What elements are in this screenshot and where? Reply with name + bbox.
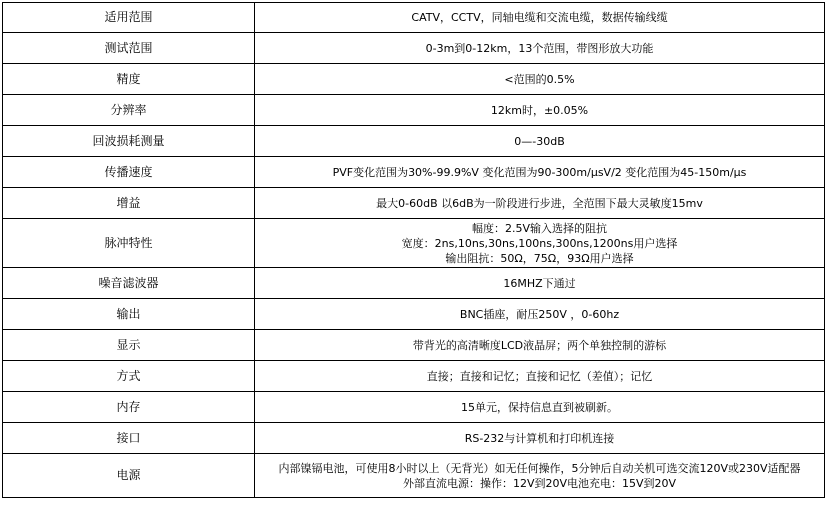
row-value xyxy=(255,299,825,330)
spec-table-body xyxy=(3,3,825,498)
row-label: 精度 xyxy=(3,64,255,95)
table-row xyxy=(3,33,825,64)
row-label: 显示 xyxy=(3,330,255,361)
row-value-line: BNC插座，耐压250V ，0-60hz xyxy=(459,307,620,321)
row-value xyxy=(255,3,825,33)
table-row xyxy=(3,188,825,219)
table-row xyxy=(3,268,825,299)
row-label: 方式 xyxy=(3,361,255,392)
row-value-line: RS-232与计算机和打印机连接 xyxy=(464,431,615,445)
table-row xyxy=(3,126,825,157)
row-value xyxy=(255,157,825,188)
row-value-line: 带背光的高清晰度LCD液晶屏；两个单独控制的游标 xyxy=(412,338,667,352)
row-label: 内存 xyxy=(3,392,255,423)
row-value xyxy=(255,423,825,454)
row-label: 噪音滤波器 xyxy=(3,268,255,299)
row-value-line: 12km时，±0.05% xyxy=(490,103,589,117)
row-label: 增益 xyxy=(3,188,255,219)
table-row xyxy=(3,3,825,33)
row-label: 接口 xyxy=(3,423,255,454)
table-row xyxy=(3,423,825,454)
row-label: 适用范围 xyxy=(3,3,255,33)
row-value xyxy=(255,33,825,64)
row-value xyxy=(255,219,825,268)
row-value-line: PVF变化范围为30%-99.9%V 变化范围为90-300m/µsV/2 变化范围为45-150m/µs xyxy=(332,165,747,179)
row-value-line: 幅度：2.5V输入选择的阻抗 xyxy=(471,221,608,235)
row-value-line: 直接；直接和记忆；直接和记忆（差值）；记忆 xyxy=(426,369,653,383)
row-label: 脉冲特性 xyxy=(3,219,255,268)
row-value-line: 宽度：2ns,10ns,30ns,100ns,300ns,1200ns用户选择 xyxy=(401,236,678,250)
row-value-line: 0—-30dB xyxy=(514,134,565,148)
table-row xyxy=(3,219,825,268)
table-row xyxy=(3,95,825,126)
table-row xyxy=(3,392,825,423)
table-row xyxy=(3,299,825,330)
table-row xyxy=(3,330,825,361)
row-value xyxy=(255,330,825,361)
row-label: 分辨率 xyxy=(3,95,255,126)
row-value-line: 最大0-60dB 以6dB为一阶段进行步进，全范围下最大灵敏度15mv xyxy=(376,196,703,210)
row-value-line: 15单元，保持信息直到被刷新。 xyxy=(461,400,618,414)
row-label: 传播速度 xyxy=(3,157,255,188)
spec-table xyxy=(2,2,825,498)
row-value-line: 16MHZ下通过 xyxy=(503,276,576,290)
row-value-line: <范围的0.5% xyxy=(504,72,575,86)
row-value xyxy=(255,361,825,392)
row-value xyxy=(255,188,825,219)
row-label: 电源 xyxy=(3,454,255,498)
table-row xyxy=(3,454,825,498)
row-value-line: CATV，CCTV，同轴电缆和交流电缆，数据传输线缆 xyxy=(411,11,668,24)
row-value-line: 外部直流电源：操作：12V到20V电池充电：15V到20V xyxy=(402,476,677,490)
row-value xyxy=(255,392,825,423)
row-value xyxy=(255,95,825,126)
table-row xyxy=(3,157,825,188)
row-value xyxy=(255,268,825,299)
table-row xyxy=(3,64,825,95)
row-value xyxy=(255,64,825,95)
row-value-line: 0-3m到0-12km，13个范围，带图形放大功能 xyxy=(425,41,654,55)
row-value-line: 内部镍镉电池，可使用8小时以上（无背光）如无任何操作，5分钟后自动关机可选交流120V或230V适配器 xyxy=(278,461,801,475)
row-value xyxy=(255,126,825,157)
row-label: 测试范围 xyxy=(3,33,255,64)
row-value-line: 输出阻抗：50Ω，75Ω，93Ω用户选择 xyxy=(445,251,634,265)
row-label: 输出 xyxy=(3,299,255,330)
table-row xyxy=(3,361,825,392)
row-value xyxy=(255,454,825,498)
row-label: 回波损耗测量 xyxy=(3,126,255,157)
